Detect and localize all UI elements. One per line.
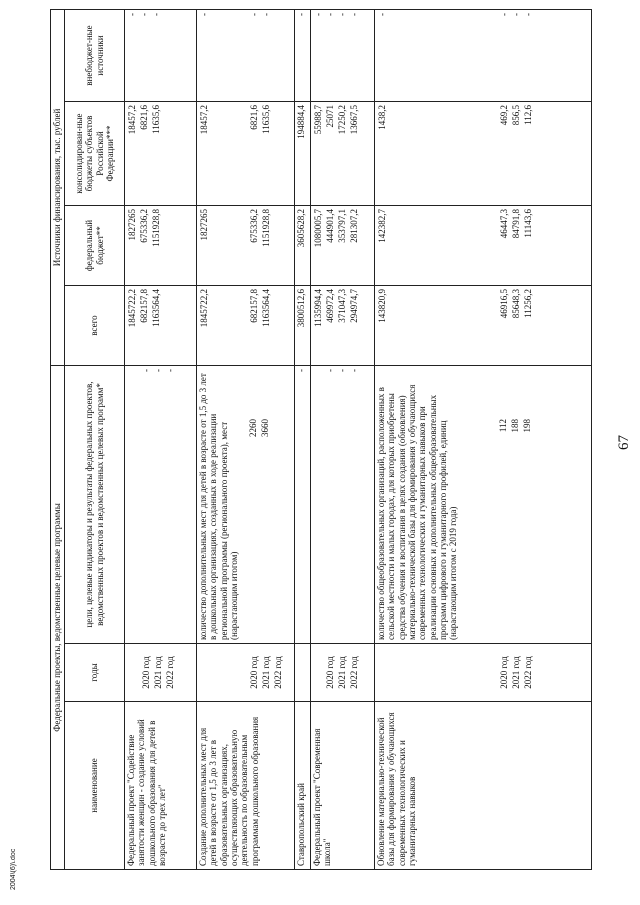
row-indicator xyxy=(375,366,592,644)
row-years: 2020 год 2021 год 2022 год xyxy=(375,644,592,702)
footer-code: 2004\(6)\.doc xyxy=(10,848,17,890)
row-federal: 1827265 675336,2 1151928,8 xyxy=(125,206,197,286)
table-row xyxy=(375,10,592,870)
table-row xyxy=(311,10,375,870)
row-years: 2020 год 2021 год 2022 год xyxy=(125,644,197,702)
row-extra: - - - xyxy=(197,10,295,102)
indicator-value: 188 xyxy=(510,419,520,433)
row-regional: 55988,7 25071 17250,2 13667,5 xyxy=(311,102,375,206)
header-name: наименование xyxy=(65,702,125,870)
header-total: всего xyxy=(65,286,125,366)
row-indicator-values: - xyxy=(295,366,311,644)
header-goals: цели, целевые индикаторы и результаты федеральных проектов, ведомственных проектов и ведомственных целевых программ* xyxy=(65,366,125,644)
row-name: Ставропольский край xyxy=(295,702,311,870)
row-extra: - - - xyxy=(125,10,197,102)
indicator-value: 198 xyxy=(522,419,532,433)
header-federal: федеральный бюджет** xyxy=(65,206,125,286)
row-name: Обновление материально-технической базы для формирования у обучающихся современных технологических и гуманитарных навыков xyxy=(375,702,592,870)
row-extra: - xyxy=(295,10,311,102)
table-row xyxy=(125,10,197,870)
header-regional: консолидирован-ные бюджеты субъектов Российской Федерации*** xyxy=(65,102,125,206)
row-indicator-values: - - - xyxy=(125,366,197,644)
row-total: 1135994,4 469972,4 371047,3 294974,7 xyxy=(311,286,375,366)
header-group-programs: Федеральные проекты, ведомственные целевые программы xyxy=(51,366,65,870)
row-regional: 18457,2 6821,6 11635,6 xyxy=(197,102,295,206)
row-total: 1845722,2 682157,8 1163564,4 xyxy=(125,286,197,366)
row-federal: 3605628,2 xyxy=(295,206,311,286)
row-regional: 1438,2 469,2 856,5 112,6 xyxy=(375,102,592,206)
row-total: 1845722,2 682157,8 1163564,4 xyxy=(197,286,295,366)
row-name: Федеральный проект "Современная школа" xyxy=(311,702,375,870)
page-number: 67 xyxy=(616,435,632,450)
row-years: 2020 год 2021 год 2022 год xyxy=(197,644,295,702)
header-group-sources: Источники финансирования, тыс. рублей xyxy=(51,10,65,366)
row-indicator-values: - - - xyxy=(311,366,375,644)
header-years: годы xyxy=(65,644,125,702)
indicator-text: количество общеобразовательных организаций, расположенных в сельской местности и малых городах, для которых приобретены средства обучения и воспитания в целях создания (обновления) материально-технической базы для формирования у обучающихся современных технологических и гуманитарных навыков при реализации основных и дополнительных общеобразовательных программ цифрового и гуманитарного профилей, единиц (нарастающим итогом с 2019 года) xyxy=(376,384,459,640)
row-federal: 142382,7 46447,3 84791,8 11143,6 xyxy=(375,206,592,286)
row-federal: 1827265 675336,2 1151928,8 xyxy=(197,206,295,286)
row-years: 2020 год 2021 год 2022 год xyxy=(311,644,375,702)
indicator-value: 2260 xyxy=(248,419,258,437)
row-indicator xyxy=(197,366,295,644)
row-regional: 194884,4 xyxy=(295,102,311,206)
table-row xyxy=(295,10,311,870)
indicator-text: количество дополнительных мест для детей в возрасте от 1,5 до 3 лет в дошкольных организациях, созданных в ходе реализации региональной программы (регионального проекта), мест (нарастающим итогом) xyxy=(198,373,240,640)
row-extra: - - - - xyxy=(375,10,592,102)
row-regional: 18457,2 6821,6 11635,6 xyxy=(125,102,197,206)
indicator-value: 112 xyxy=(498,419,508,433)
rotated-content xyxy=(30,0,640,880)
indicator-value: 3660 xyxy=(260,419,270,437)
header-extra: внебюджет-ные источники xyxy=(65,10,125,102)
row-extra: - - - - xyxy=(311,10,375,102)
row-name: Создание дополнительных мест для детей в возрасте от 1,5 до 3 лет в образовательных организациях, осуществляющих образовательную деятельность по образовательным программам дошкольного образования xyxy=(197,702,295,870)
table-row xyxy=(197,10,295,870)
programs-table xyxy=(50,9,592,870)
row-total: 3800512,6 xyxy=(295,286,311,366)
row-name: Федеральный проект "Содействие занятости женщин - создание условий дошкольного образования для детей в возрасте до трех лет" xyxy=(125,702,197,870)
row-federal: 1080005,7 444901,4 353797,1 281307,2 xyxy=(311,206,375,286)
row-total: 143820,9 46916,5 85648,3 11256,2 xyxy=(375,286,592,366)
